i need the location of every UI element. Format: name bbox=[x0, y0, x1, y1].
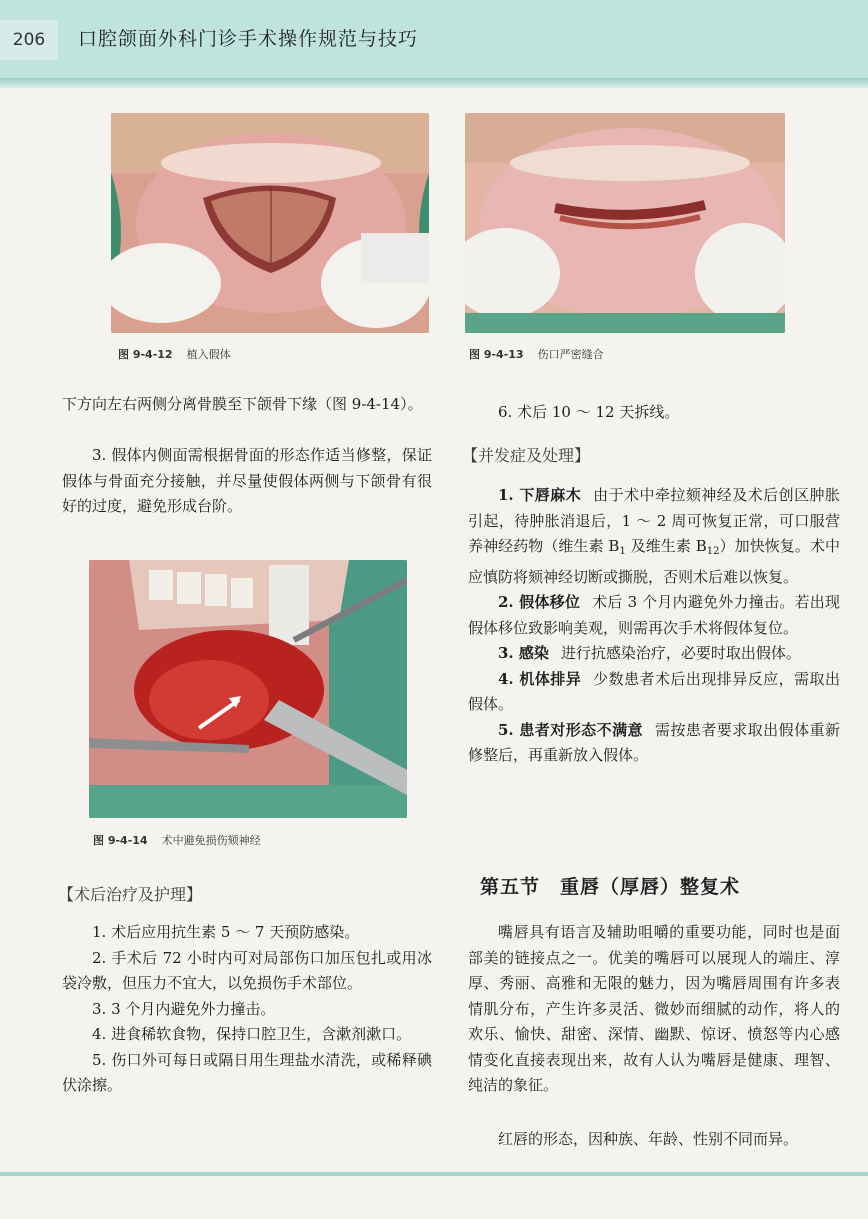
complication-3 bbox=[468, 641, 840, 667]
postop-list bbox=[62, 920, 432, 1099]
complication-5-text: 需按患者要求取出假体重新修整后，再重新放入假体。 bbox=[468, 720, 840, 764]
vitamin-b12-subscript: 12 bbox=[706, 546, 720, 557]
postop-item-3: 3. 3 个月内避免外力撞击。 bbox=[92, 999, 276, 1018]
figure-12-caption bbox=[118, 346, 231, 362]
section-paragraph-2: 红唇的形态，因种族、年龄、性别不同而异。 bbox=[498, 1130, 799, 1148]
page-header bbox=[0, 0, 868, 78]
figure-14-caption bbox=[93, 832, 261, 848]
book-title: 口腔颌面外科门诊手术操作规范与技巧 bbox=[78, 28, 419, 50]
footer-rule bbox=[0, 1172, 868, 1176]
complication-5 bbox=[468, 718, 840, 769]
figure-13-caption bbox=[469, 346, 604, 362]
complication-3-text: 进行抗感染治疗，必要时取出假体。 bbox=[560, 644, 801, 662]
section-paragraph-1: 嘴唇具有语言及辅助咀嚼的重要功能，同时也是面部美的链接点之一。优美的嘴唇可以展现人的端庄、淳厚、秀丽、高雅和无限的魅力，因为嘴唇周围有许多表情肌分布，产生许多灵活、微妙而细腻的动作，将人的欢乐、愉快、甜密、深情、幽默、惊讶、愤怒等内心感情变化直接表现出来，故有人认为嘴唇是健康、理智、纯洁的象征。 bbox=[468, 923, 840, 1094]
complications-list bbox=[468, 483, 840, 769]
complication-1-title: 1. 下唇麻木 bbox=[498, 486, 582, 504]
complication-1-text-b: 及维生素 B bbox=[625, 537, 707, 555]
section-title: 第五节 重唇（厚唇）整复术 bbox=[480, 876, 741, 898]
figure-14-number: 图 9-4-14 bbox=[93, 834, 148, 847]
page-number: 206 bbox=[0, 20, 58, 60]
header-rule bbox=[0, 78, 868, 88]
complication-2-text: 术后 3 个月内避免外力撞击。若出现假体移位致影响美观，则需再次手术将假体复位。 bbox=[468, 593, 840, 637]
figure-nerve-photo bbox=[89, 560, 407, 818]
complication-4-text: 少数患者术后出现排异反应，需取出假体。 bbox=[468, 669, 840, 713]
complication-5-title: 5. 患者对形态不满意 bbox=[498, 720, 643, 739]
figure-13-text: 伤口严密缝合 bbox=[537, 348, 604, 361]
complication-2-title: 2. 假体移位 bbox=[498, 593, 581, 611]
vitamin-b1-subscript: 1 bbox=[619, 546, 626, 557]
paragraph-step-6: 6. 术后 10 ～ 12 天拆线。 bbox=[498, 403, 680, 421]
paragraph-step-3: 3. 假体内侧面需根据骨面的形态作适当修整，保证假体与骨面充分接触，并尽量使假体两侧与下颌骨有很好的过度，避免形成台阶。 bbox=[62, 446, 432, 515]
complications-heading: 【并发症及处理】 bbox=[462, 446, 591, 465]
complication-4-title: 4. 机体排异 bbox=[498, 669, 582, 688]
postop-item-1: 1. 术后应用抗生素 5 ～ 7 天预防感染。 bbox=[92, 923, 360, 941]
figure-implant-photo bbox=[111, 113, 429, 333]
postop-heading: 【术后治疗及护理】 bbox=[58, 885, 203, 904]
paragraph-continued: 下方向左右两侧分离骨膜至下颌骨下缘（图 9-4-14）。 bbox=[62, 395, 423, 413]
figure-12-text: 植入假体 bbox=[186, 348, 231, 361]
postop-item-2: 2. 手术后 72 小时内可对局部伤口加压包扎或用冰袋冷敷，但压力不宜大，以免损伤手术部位。 bbox=[62, 948, 432, 992]
figure-12-number: 图 9-4-12 bbox=[118, 348, 173, 361]
complication-1 bbox=[468, 483, 840, 590]
complication-1-text-c: ）加快恢复。术中应慎防将颏神经切断或撕脱，否则术后难以恢复。 bbox=[468, 537, 841, 586]
complication-1-text-a: 由于术中牵拉颏神经及术后创区肿胀引起，待肿胀消退后，1 ～ 2 周可恢复正常，可口服营养神经药物（维生素 B bbox=[468, 486, 840, 555]
figure-13-number: 图 9-4-13 bbox=[469, 348, 524, 361]
complication-4 bbox=[468, 667, 840, 718]
figure-suture-photo bbox=[465, 113, 785, 333]
figure-14-text: 术中避免损伤颏神经 bbox=[161, 834, 261, 847]
complication-2 bbox=[468, 590, 840, 641]
postop-item-5: 5. 伤口外可每日或隔日用生理盐水清洗，或稀释碘伏涂擦。 bbox=[62, 1050, 432, 1094]
postop-item-4: 4. 进食稀软食物，保持口腔卫生，含漱剂漱口。 bbox=[92, 1025, 412, 1043]
complication-3-title: 3. 感染 bbox=[498, 644, 549, 662]
